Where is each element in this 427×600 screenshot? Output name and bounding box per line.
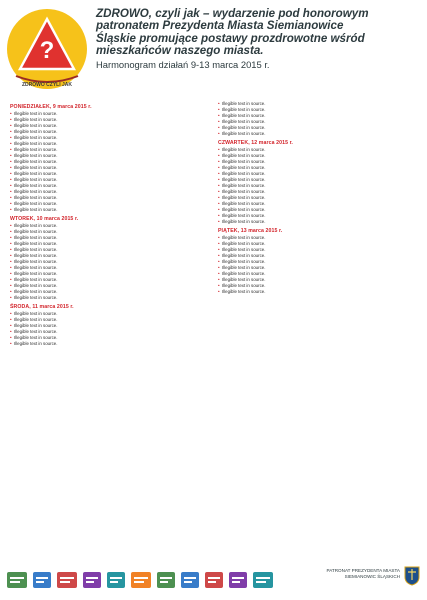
entry-text: Illegible text in source. bbox=[222, 241, 266, 247]
entry-text: Illegible text in source. bbox=[14, 195, 58, 201]
schedule-entry bbox=[218, 147, 418, 153]
entry-text: Illegible text in source. bbox=[222, 288, 266, 294]
bullet-icon: • bbox=[218, 159, 220, 165]
bullet-icon: • bbox=[10, 207, 12, 213]
schedule-entry bbox=[218, 195, 418, 201]
day-header: CZWARTEK, 12 marca 2015 r. bbox=[218, 139, 293, 146]
bullet-icon: • bbox=[218, 253, 220, 259]
entry-text: Illegible text in source. bbox=[14, 189, 58, 195]
entry-text: Illegible text in source. bbox=[14, 259, 58, 265]
entry-text: Illegible text in source. bbox=[14, 165, 58, 171]
entry-text: Illegible text in source. bbox=[14, 207, 58, 213]
schedule-entry bbox=[10, 323, 210, 329]
entry-text: Illegible text in source. bbox=[222, 189, 266, 195]
entry-text: Illegible text in source. bbox=[14, 328, 58, 334]
poster-header bbox=[0, 0, 427, 98]
schedule-entry bbox=[10, 341, 210, 347]
entry-text: Illegible text in source. bbox=[222, 101, 266, 107]
schedule-entry bbox=[218, 283, 418, 289]
title-line-1: ZDROWO, czyli jak – wydarzenie pod honorowym bbox=[96, 7, 369, 20]
entry-text: Illegible text in source. bbox=[222, 207, 266, 213]
bullet-icon: • bbox=[10, 288, 12, 294]
bullet-icon: • bbox=[218, 207, 220, 213]
bullet-icon: • bbox=[10, 117, 12, 123]
schedule-entry bbox=[218, 235, 418, 241]
schedule-entry bbox=[218, 113, 418, 119]
bullet-icon: • bbox=[10, 265, 12, 271]
schedule-entry bbox=[10, 235, 210, 241]
entry-text: Illegible text in source. bbox=[222, 247, 266, 253]
sponsor-logo-icon bbox=[6, 568, 28, 592]
schedule-entry bbox=[10, 329, 210, 335]
schedule-entry bbox=[218, 247, 418, 253]
schedule-entry bbox=[218, 159, 418, 165]
entry-text: Illegible text in source. bbox=[14, 201, 58, 207]
schedule-entry bbox=[218, 271, 418, 277]
bullet-icon: • bbox=[218, 219, 220, 225]
bullet-icon: • bbox=[218, 113, 220, 119]
schedule-entry bbox=[10, 241, 210, 247]
schedule-entry bbox=[218, 189, 418, 195]
entry-text: Illegible text in source. bbox=[14, 241, 58, 247]
bullet-icon: • bbox=[218, 265, 220, 271]
schedule-entry bbox=[218, 165, 418, 171]
entry-text: Illegible text in source. bbox=[14, 334, 58, 340]
schedule-entry bbox=[218, 241, 418, 247]
bullet-icon: • bbox=[10, 294, 12, 300]
bullet-icon: • bbox=[10, 111, 12, 117]
bullet-icon: • bbox=[10, 241, 12, 247]
bullet-icon: • bbox=[10, 229, 12, 235]
schedule-entry bbox=[10, 207, 210, 213]
sponsor-footer bbox=[0, 560, 427, 600]
schedule-entry bbox=[218, 125, 418, 131]
bullet-icon: • bbox=[218, 271, 220, 276]
sponsor-logo-icon bbox=[32, 568, 52, 592]
entry-text: Illegible text in source. bbox=[14, 322, 58, 328]
schedule-entry bbox=[10, 153, 210, 159]
schedule-entry bbox=[218, 131, 418, 137]
entry-text: Illegible text in source. bbox=[14, 147, 58, 153]
schedule-entry bbox=[10, 195, 210, 201]
entry-text: Illegible text in source. bbox=[14, 111, 58, 117]
schedule-entry bbox=[218, 171, 418, 177]
entry-text: Illegible text in source. bbox=[222, 201, 266, 207]
svg-text:?: ? bbox=[39, 37, 55, 64]
sponsor-logo-icon bbox=[156, 568, 176, 592]
entry-text: Illegible text in source. bbox=[14, 235, 58, 241]
bullet-icon: • bbox=[218, 213, 220, 219]
bullet-icon: • bbox=[10, 235, 12, 241]
schedule-entry bbox=[10, 277, 210, 283]
day-header: WTOREK, 10 marca 2015 r. bbox=[10, 215, 79, 222]
entry-text: Illegible text in source. bbox=[14, 276, 58, 282]
day-header: ŚRODA, 11 marca 2015 r. bbox=[10, 303, 74, 310]
bullet-icon: • bbox=[10, 334, 12, 340]
schedule-entry bbox=[10, 271, 210, 277]
schedule-subtitle: Harmonogram działań 9-13 marca 2015 r. bbox=[96, 58, 270, 70]
entry-text: Illegible text in source. bbox=[14, 288, 58, 294]
schedule-entry bbox=[218, 213, 418, 219]
city-crest-icon bbox=[404, 566, 420, 586]
svg-text:ZDROWO CZYLI JAK: ZDROWO CZYLI JAK bbox=[22, 82, 72, 88]
schedule-entry bbox=[218, 259, 418, 265]
bullet-icon: • bbox=[10, 253, 12, 259]
bullet-icon: • bbox=[10, 340, 12, 346]
day-header: PIĄTEK, 13 marca 2015 r. bbox=[218, 227, 283, 234]
schedule-entry bbox=[10, 295, 210, 301]
bullet-icon: • bbox=[10, 159, 12, 165]
schedule-entry bbox=[10, 141, 210, 147]
bullet-icon: • bbox=[10, 189, 12, 195]
bullet-icon: • bbox=[10, 171, 12, 177]
schedule-entry bbox=[10, 159, 210, 165]
schedule-entry bbox=[10, 165, 210, 171]
bullet-icon: • bbox=[10, 276, 12, 282]
entry-text: Illegible text in source. bbox=[222, 119, 266, 125]
entry-text: Illegible text in source. bbox=[14, 129, 58, 135]
bullet-icon: • bbox=[10, 247, 12, 253]
entry-text: Illegible text in source. bbox=[14, 223, 58, 229]
entry-text: Illegible text in source. bbox=[222, 113, 266, 119]
bullet-icon: • bbox=[218, 247, 220, 253]
bullet-icon: • bbox=[218, 177, 220, 183]
entry-text: Illegible text in source. bbox=[14, 340, 58, 346]
bullet-icon: • bbox=[218, 276, 220, 282]
entry-text: Illegible text in source. bbox=[14, 310, 58, 316]
schedule-entry bbox=[10, 223, 210, 229]
bullet-icon: • bbox=[218, 259, 220, 265]
entry-text: Illegible text in source. bbox=[14, 271, 58, 276]
schedule-entry bbox=[10, 265, 210, 271]
sponsor-logo-icon bbox=[82, 568, 102, 592]
schedule-entry bbox=[10, 123, 210, 129]
entry-text: Illegible text in source. bbox=[14, 247, 58, 253]
sponsor-logo-icon bbox=[228, 568, 248, 592]
entry-text: Illegible text in source. bbox=[222, 159, 266, 165]
entry-text: Illegible text in source. bbox=[14, 183, 58, 189]
entry-text: Illegible text in source. bbox=[222, 125, 266, 131]
bullet-icon: • bbox=[10, 259, 12, 265]
schedule-entry bbox=[218, 207, 418, 213]
sponsor-logo-icon bbox=[56, 568, 78, 592]
bullet-icon: • bbox=[218, 119, 220, 125]
entry-text: Illegible text in source. bbox=[222, 219, 266, 225]
bullet-icon: • bbox=[218, 288, 220, 294]
schedule-entry bbox=[10, 229, 210, 235]
bullet-icon: • bbox=[218, 241, 220, 247]
entry-text: Illegible text in source. bbox=[14, 123, 58, 129]
entry-text: Illegible text in source. bbox=[14, 282, 58, 288]
entry-text: Illegible text in source. bbox=[222, 177, 266, 183]
patronage-text: PATRONAT PREZYDENTA MIASTA SIEMIANOWIC ŚLĄSKICH bbox=[326, 568, 400, 579]
schedule-entry bbox=[10, 189, 210, 195]
bullet-icon: • bbox=[218, 125, 220, 131]
bullet-icon: • bbox=[10, 141, 12, 147]
bullet-icon: • bbox=[218, 131, 220, 137]
sponsor-logo-icon bbox=[204, 568, 224, 592]
entry-text: Illegible text in source. bbox=[14, 159, 58, 165]
title-line-3: Śląskie promujące postawy prozdrowotne wśród bbox=[96, 31, 365, 45]
title-line-2: patronatem Prezydenta Miasta Siemianowice bbox=[96, 19, 344, 33]
sponsor-logo-icon bbox=[180, 568, 200, 592]
schedule-entry bbox=[10, 253, 210, 259]
entry-text: Illegible text in source. bbox=[222, 276, 266, 282]
bullet-icon: • bbox=[10, 147, 12, 153]
schedule-entry bbox=[10, 317, 210, 323]
schedule-entry bbox=[218, 289, 418, 295]
entry-text: Illegible text in source. bbox=[222, 147, 266, 153]
bullet-icon: • bbox=[218, 153, 220, 159]
bullet-icon: • bbox=[218, 282, 220, 288]
schedule-entry bbox=[10, 111, 210, 117]
entry-text: Illegible text in source. bbox=[222, 165, 266, 171]
bullet-icon: • bbox=[10, 271, 12, 276]
entry-text: Illegible text in source. bbox=[222, 259, 266, 265]
schedule-entry bbox=[10, 177, 210, 183]
entry-text: Illegible text in source. bbox=[14, 229, 58, 235]
schedule-entry bbox=[218, 219, 418, 225]
title-line-4: mieszkańców naszego miasta. bbox=[96, 44, 264, 58]
schedule-entry bbox=[10, 117, 210, 123]
bullet-icon: • bbox=[10, 135, 12, 141]
schedule-left-column bbox=[10, 101, 210, 555]
entry-text: Illegible text in source. bbox=[14, 294, 58, 300]
entry-text: Illegible text in source. bbox=[14, 153, 58, 159]
entry-text: Illegible text in source. bbox=[222, 213, 266, 219]
entry-text: Illegible text in source. bbox=[222, 171, 266, 177]
bullet-icon: • bbox=[218, 183, 220, 189]
bullet-icon: • bbox=[10, 310, 12, 316]
entry-text: Illegible text in source. bbox=[222, 253, 266, 259]
schedule-entry bbox=[10, 259, 210, 265]
bullet-icon: • bbox=[218, 195, 220, 201]
bullet-icon: • bbox=[10, 282, 12, 288]
bullet-icon: • bbox=[10, 322, 12, 328]
day-header: PONIEDZIAŁEK, 9 marca 2015 r. bbox=[10, 104, 92, 110]
bullet-icon: • bbox=[10, 328, 12, 334]
schedule-entry bbox=[10, 247, 210, 253]
entry-text: Illegible text in source. bbox=[222, 282, 266, 288]
schedule-entry bbox=[10, 183, 210, 189]
bullet-icon: • bbox=[10, 123, 12, 129]
schedule-entry bbox=[218, 101, 418, 107]
entry-text: Illegible text in source. bbox=[222, 153, 266, 159]
schedule-entry bbox=[218, 119, 418, 125]
bullet-icon: • bbox=[10, 153, 12, 159]
entry-text: Illegible text in source. bbox=[222, 195, 266, 201]
entry-text: Illegible text in source. bbox=[222, 265, 266, 271]
bullet-icon: • bbox=[10, 177, 12, 183]
schedule-entry bbox=[10, 289, 210, 295]
entry-text: Illegible text in source. bbox=[14, 177, 58, 183]
entry-text: Illegible text in source. bbox=[222, 107, 266, 113]
schedule-entry bbox=[10, 201, 210, 207]
schedule-entry bbox=[218, 265, 418, 271]
bullet-icon: • bbox=[218, 165, 220, 171]
bullet-icon: • bbox=[218, 147, 220, 153]
bullet-icon: • bbox=[218, 235, 220, 241]
schedule-entry bbox=[218, 177, 418, 183]
bullet-icon: • bbox=[10, 201, 12, 207]
entry-text: Illegible text in source. bbox=[222, 131, 266, 137]
bullet-icon: • bbox=[218, 107, 220, 113]
schedule-right-column bbox=[218, 101, 418, 555]
entry-text: Illegible text in source. bbox=[14, 141, 58, 147]
schedule-entry bbox=[10, 129, 210, 135]
schedule-entry bbox=[10, 311, 210, 317]
schedule-entry bbox=[218, 183, 418, 189]
bullet-icon: • bbox=[10, 183, 12, 189]
schedule-entry bbox=[218, 253, 418, 259]
schedule-entry bbox=[218, 277, 418, 283]
entry-text: Illegible text in source. bbox=[222, 271, 266, 276]
schedule-entry bbox=[10, 283, 210, 289]
bullet-icon: • bbox=[10, 195, 12, 201]
title-block bbox=[96, 8, 422, 71]
bullet-icon: • bbox=[218, 171, 220, 177]
entry-text: Illegible text in source. bbox=[222, 183, 266, 189]
bullet-icon: • bbox=[10, 223, 12, 229]
bullet-icon: • bbox=[218, 101, 220, 107]
entry-text: Illegible text in source. bbox=[14, 135, 58, 141]
bullet-icon: • bbox=[10, 165, 12, 171]
bullet-icon: • bbox=[218, 201, 220, 207]
bullet-icon: • bbox=[10, 129, 12, 135]
sponsor-logo-icon bbox=[252, 568, 274, 592]
schedule-entry bbox=[10, 135, 210, 141]
schedule-entry bbox=[218, 107, 418, 113]
entry-text: Illegible text in source. bbox=[14, 117, 58, 123]
entry-text: Illegible text in source. bbox=[14, 171, 58, 177]
sponsor-logo-icon bbox=[130, 568, 152, 592]
schedule-entry bbox=[10, 335, 210, 341]
schedule-entry bbox=[218, 153, 418, 159]
entry-text: Illegible text in source. bbox=[14, 253, 58, 259]
bullet-icon: • bbox=[218, 189, 220, 195]
entry-text: Illegible text in source. bbox=[222, 235, 266, 241]
schedule-entry bbox=[10, 147, 210, 153]
event-logo-icon bbox=[4, 6, 90, 92]
entry-text: Illegible text in source. bbox=[14, 316, 58, 322]
schedule-entry bbox=[218, 201, 418, 207]
sponsor-logo-icon bbox=[106, 568, 126, 592]
bullet-icon: • bbox=[10, 316, 12, 322]
entry-text: Illegible text in source. bbox=[14, 265, 58, 271]
schedule-entry bbox=[10, 171, 210, 177]
